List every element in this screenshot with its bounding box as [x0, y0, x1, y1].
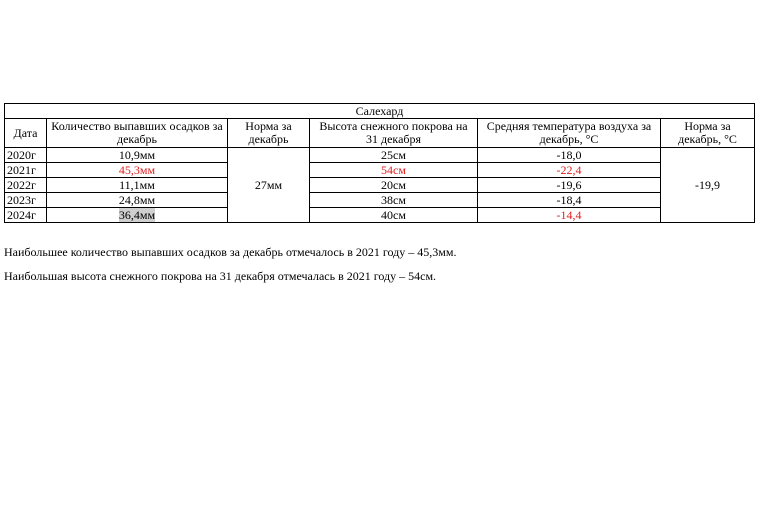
row-temp-max: -14,4 [478, 208, 661, 223]
row-date: 2024г [5, 208, 47, 223]
row-temp: -18,0 [478, 148, 661, 163]
row-temp-min: -22,4 [478, 163, 661, 178]
temp-norm-value: -19,9 [661, 148, 755, 223]
row-precip: 10,9мм [47, 148, 228, 163]
row-date: 2021г [5, 163, 47, 178]
row-snow-max: 54см [310, 163, 478, 178]
paragraph-max-precip: Наибольшее количество выпавших осадков за декабрь отмечалось в 2021 году – 45,3мм. [4, 245, 457, 259]
row-date: 2022г [5, 178, 47, 193]
paragraph-max-snow: Наибольшая высота снежного покрова на 31 декабря отмечалась в 2021 году – 54см. [4, 269, 437, 283]
row-precip-max: 45,3мм [47, 163, 228, 178]
table-row [5, 208, 755, 223]
header-precip: Количество выпавших осадков за декабрь [47, 119, 228, 148]
header-snow: Высота снежного покрова на 31 декабря [310, 119, 478, 148]
table-title-row [5, 104, 755, 119]
table-row [5, 193, 755, 208]
row-precip [47, 208, 228, 223]
table-row [5, 148, 755, 163]
precip-norm-value: 27мм [228, 148, 310, 223]
header-temp: Средняя температура воздуха за декабрь, °С [478, 119, 661, 148]
climate-table [4, 103, 755, 223]
row-snow: 38см [310, 193, 478, 208]
row-temp: -18,4 [478, 193, 661, 208]
table-row [5, 163, 755, 178]
table-title: Салехард [5, 104, 755, 119]
header-date: Дата [5, 119, 47, 148]
row-snow: 20см [310, 178, 478, 193]
row-date: 2020г [5, 148, 47, 163]
row-snow: 40см [310, 208, 478, 223]
header-precip-norm: Норма за декабрь [228, 119, 310, 148]
row-date: 2023г [5, 193, 47, 208]
row-precip: 11,1мм [47, 178, 228, 193]
header-temp-norm: Норма за декабрь, °С [661, 119, 755, 148]
table-header-row [5, 119, 755, 148]
row-temp: -19,6 [478, 178, 661, 193]
row-precip: 24,8мм [47, 193, 228, 208]
highlighted-precip: 36,4мм [118, 207, 156, 222]
table-row [5, 178, 755, 193]
row-snow: 25см [310, 148, 478, 163]
